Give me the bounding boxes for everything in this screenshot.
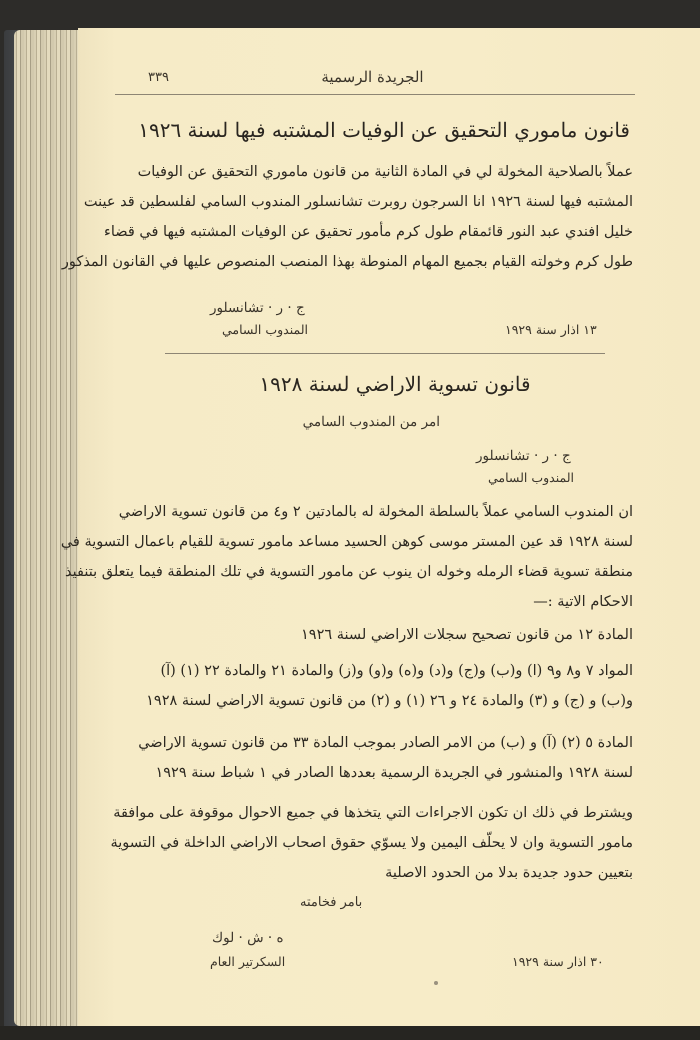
paragraph-line: الاحكام الاتية :— bbox=[533, 594, 633, 610]
paragraph-line: بتعيين حدود جديدة بدلا من الحدود الاصلية bbox=[385, 865, 633, 881]
paragraph-line: ان المندوب السامي عملاً بالسلطة المخولة له بالمادتين ٢ و٤ من قانون تسوية الاراضي bbox=[118, 504, 633, 520]
paragraph-line: المواد ٧ و٨ و٩ (ا) و(ب) و(ج) و(د) و(ه) و(و) و(ز) والمادة ٢١ والمادة ٢٢ (١) (آ) bbox=[160, 663, 633, 679]
law-title-land-settlement: قانون تسوية الاراضي لسنة ١٩٢٨ bbox=[259, 372, 531, 396]
paragraph-line: خليل افندي عبد النور قائمقام طول كرم مأمور تحقيق عن الوفيات المشتبه فيها في قضاء bbox=[104, 224, 633, 240]
signature-name: ج · ر · تشانسلور bbox=[210, 300, 305, 316]
by-order-line: بامر فخامته bbox=[300, 895, 363, 910]
order-date: ٣٠ اذار سنة ١٩٢٩ bbox=[512, 954, 604, 969]
articles-paragraph bbox=[146, 656, 633, 716]
section-divider bbox=[165, 353, 605, 354]
paragraph-line: مامور التسوية وان لا يحلّف اليمين ولا يسوّي حقوق اصحاب الاراضي الداخلة في التسوية bbox=[110, 835, 633, 851]
signature-name: ج · ر · تشانسلور bbox=[476, 448, 571, 464]
paragraph-line: ويشترط في ذلك ان تكون الاجراءات التي يتخذها في جميع الاحوال موقوفة على موافقة bbox=[113, 805, 633, 821]
page-number: ٣٣٩ bbox=[148, 70, 169, 85]
running-header bbox=[110, 62, 635, 94]
page-mark bbox=[434, 981, 438, 985]
paragraph-line: و(ب) و (ج) و (٣) والمادة ٢٤ و ٢٦ (١) و (٢) من قانون تسوية الاراضي لسنة ١٩٢٨ bbox=[146, 693, 633, 709]
signature-title: المندوب السامي bbox=[488, 470, 574, 485]
appointment-paragraph bbox=[61, 157, 633, 277]
signature-title: المندوب السامي bbox=[222, 322, 308, 337]
scan-bottom-edge bbox=[0, 1026, 700, 1040]
article-reference bbox=[163, 620, 633, 650]
condition-paragraph bbox=[110, 798, 633, 888]
paragraph-line: المادة ١٢ من قانون تصحيح سجلات الاراضي لسنة ١٩٢٦ bbox=[301, 627, 633, 643]
order-intro-paragraph bbox=[60, 497, 633, 617]
decree-date: ١٣ اذار سنة ١٩٢٩ bbox=[505, 322, 597, 337]
paragraph-line: لسنة ١٩٢٨ والمنشور في الجريدة الرسمية بعددها الصادر في ١ شباط سنة ١٩٢٩ bbox=[155, 765, 633, 781]
law-title-investigation: قانون ماموري التحقيق عن الوفيات المشتبه فيها لسنة ١٩٢٦ bbox=[138, 118, 630, 142]
secretary-name: ه · ش · لوك bbox=[212, 930, 284, 946]
paragraph-line: منطقة تسوية قضاء الرمله وخوله ان ينوب عن مامور التسوية في تلك المنطقة فيما يتعلق بتنفيذ bbox=[65, 564, 633, 580]
gazette-title: الجريدة الرسمية bbox=[321, 68, 424, 86]
paragraph-line: طول كرم وخولته القيام بجميع المهام المنوطة بهذا المنصب المنصوص عليها في القانون المذكور bbox=[61, 254, 633, 270]
header-rule bbox=[115, 94, 635, 95]
paragraph-line: المشتبه فيها لسنة ١٩٢٦ انا السرجون روبرت تشانسلور المندوب السامي لفلسطين قد عينت bbox=[83, 194, 633, 210]
order-subtitle: امر من المندوب السامي bbox=[302, 414, 440, 430]
secretary-title: السكرتير العام bbox=[210, 954, 286, 969]
paragraph-line: عملاً بالصلاحية المخولة لي في المادة الثانية من قانون ماموري التحقيق عن الوفيات bbox=[137, 164, 633, 180]
order-reference-paragraph bbox=[138, 728, 633, 788]
paragraph-line: لسنة ١٩٢٨ قد عين المستر موسى كوهن الحسيد مساعد مامور تسوية للقيام باعمال التسوية في bbox=[60, 534, 633, 550]
paragraph-line: المادة ٥ (٢) (آ) و (ب) من الامر الصادر بموجب المادة ٣٣ من قانون تسوية الاراضي bbox=[138, 735, 633, 751]
